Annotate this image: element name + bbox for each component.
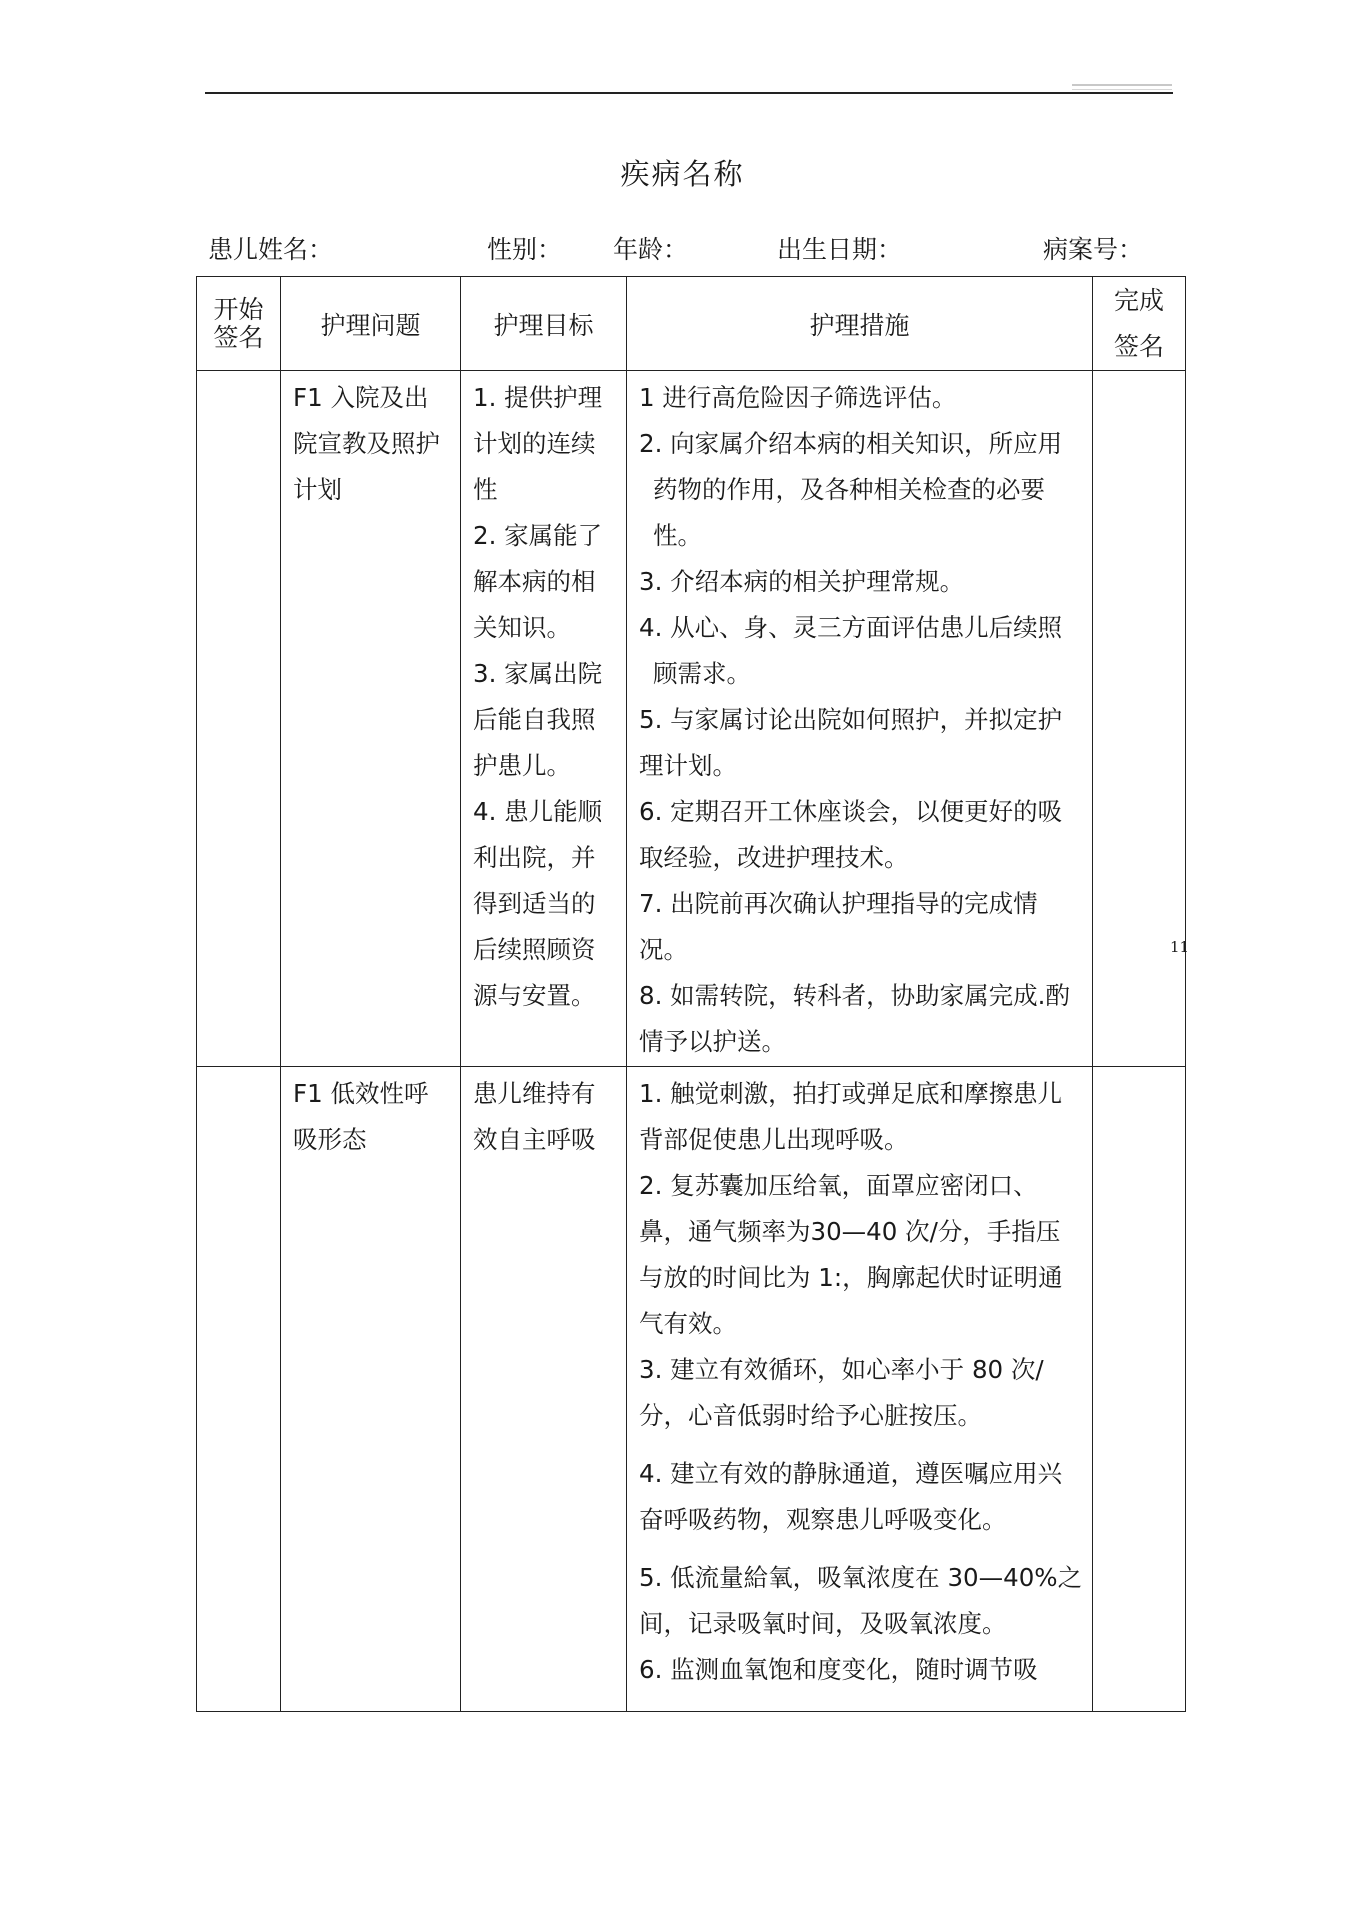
goal-item: 患儿维持有效自主呼吸: [473, 1079, 596, 1154]
measure-item: 2. 复苏囊加压给氧，面罩应密闭口、鼻，通气频率为30—40 次/分，手指压与放的时间比为 1:，胸廓起伏时证明通气有效。: [639, 1171, 1063, 1338]
measure-item: 4. 从心、身、灵三方面评估患儿后续照顾需求。: [639, 613, 1063, 688]
record-number-label: 病案号：: [1043, 235, 1144, 264]
patient-name-label: 患儿姓名：: [208, 235, 334, 264]
goal-item: 2. 家属能了解本病的相关知识。: [473, 521, 603, 642]
gender-label: 性别：: [487, 235, 563, 264]
page-number: 11: [1170, 938, 1190, 956]
header-mark: [1072, 84, 1172, 86]
measure-item: 2. 向家属介绍本病的相关知识，所应用药物的作用，及各种相关检查的必要性。: [639, 429, 1063, 550]
goal-item: 3. 家属出院后能自我照护患儿。: [473, 659, 603, 780]
measure-item: 7. 出院前再次确认护理指导的完成情况。: [639, 889, 1038, 964]
table-header-row: [197, 277, 1186, 371]
goal-cell: [461, 371, 627, 1067]
table-row: [197, 1067, 1186, 1712]
patient-info-row: [0, 230, 1365, 266]
goal-cell: [461, 1067, 627, 1712]
goal-item: 4. 患儿能顺利出院，并得到适当的后续照顾资源与安置。: [473, 797, 603, 1010]
age-label: 年龄：: [613, 235, 689, 264]
measure-item: 5. 与家属讨论出院如何照护，并拟定护理计划。: [639, 705, 1063, 780]
table-row: [197, 371, 1186, 1067]
care-plan-table: [196, 276, 1186, 1712]
goal-item: 1. 提供护理计划的连续性: [473, 383, 603, 504]
problem-cell: F1 入院及出院宣教及照护计划: [281, 371, 461, 1067]
measure-item: 8. 如需转院，转科者，协助家属完成.酌情予以护送。: [639, 981, 1070, 1056]
header-measures: 护理措施: [627, 277, 1093, 371]
header-goal: 护理目标: [461, 277, 627, 371]
measures-cell: [627, 1067, 1093, 1712]
measure-item: 4. 建立有效的静脉通道，遵医嘱应用兴奋呼吸药物，观察患儿呼吸变化。: [639, 1459, 1063, 1534]
measure-item: 3. 建立有效循环，如心率小于 80 次/分，心音低弱时给予心脏按压。: [639, 1355, 1044, 1430]
birth-date-label: 出生日期：: [777, 235, 903, 264]
problem-cell: F1 低效性呼吸形态: [281, 1067, 461, 1712]
header-problem: 护理问题: [281, 277, 461, 371]
done-sign-cell: [1093, 371, 1186, 1067]
measure-item: 1 进行高危险因子筛选评估。: [639, 383, 957, 412]
measure-item: 3. 介绍本病的相关护理常规。: [639, 567, 965, 596]
measures-cell: [627, 371, 1093, 1067]
done-sign-cell: [1093, 1067, 1186, 1712]
header-rule: [205, 92, 1173, 94]
header-mark-2: [1072, 89, 1172, 90]
start-sign-cell: [197, 1067, 281, 1712]
measure-item: 1. 触觉刺激，拍打或弹足底和摩擦患儿背部促使患儿出现呼吸。: [639, 1079, 1063, 1154]
document-title: 疾病名称: [620, 157, 745, 191]
header-start-sign: 开始签名: [197, 277, 281, 371]
measure-item: 6. 监测血氧饱和度变化，随时调节吸: [639, 1655, 1038, 1684]
start-sign-cell: [197, 371, 281, 1067]
measure-item: 5. 低流量給氧，吸氧浓度在 30—40%之间，记录吸氧时间，及吸氧浓度。: [639, 1563, 1083, 1638]
measure-item: 6. 定期召开工休座谈会，以便更好的吸取经验，改进护理技术。: [639, 797, 1063, 872]
header-done-sign: 完成 签名: [1093, 277, 1186, 371]
